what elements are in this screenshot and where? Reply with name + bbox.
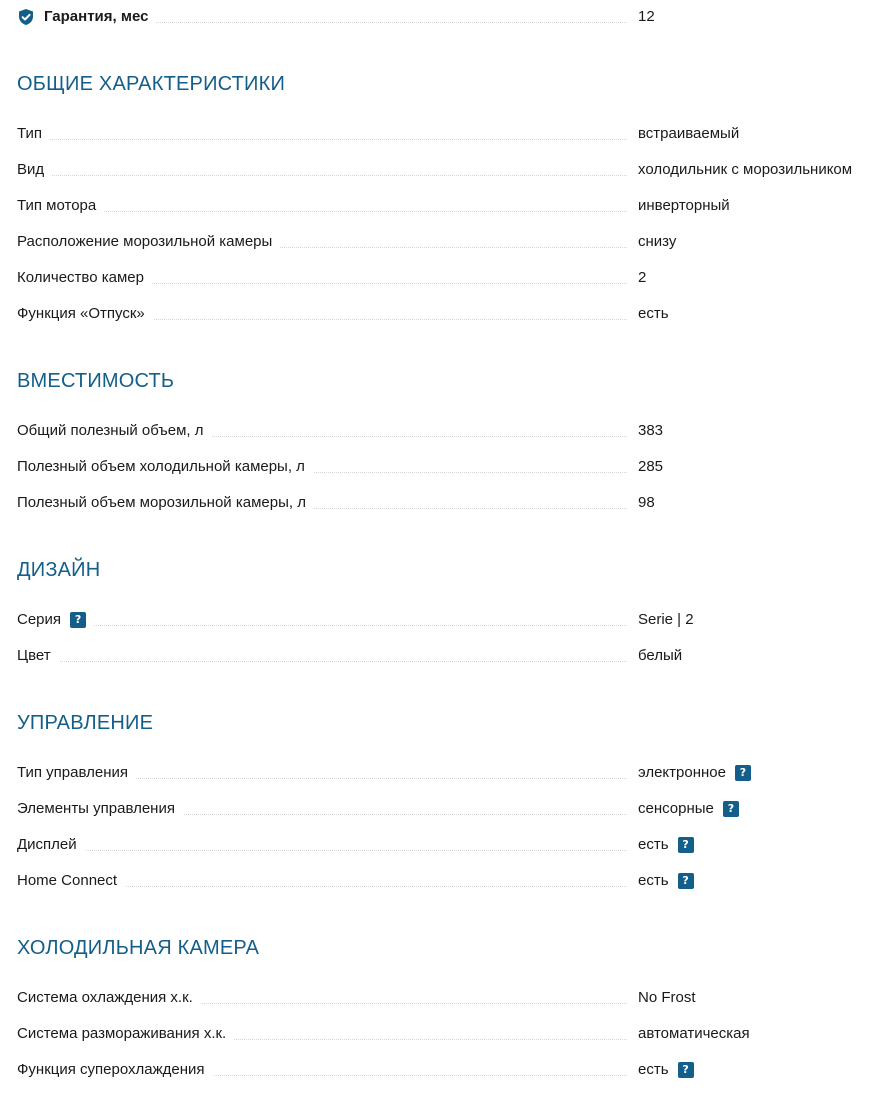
spec-row [17, 302, 877, 326]
spec-value-text: встраиваемый [638, 125, 740, 142]
spec-label [17, 491, 314, 515]
spec-value-text: есть [638, 1061, 669, 1078]
spec-value [638, 158, 852, 182]
spec-row [17, 122, 877, 146]
spec-value [638, 608, 694, 632]
spec-row [17, 419, 877, 443]
spec-value-text: 2 [638, 269, 647, 286]
spec-row [17, 797, 877, 821]
spec-label-text: Система размораживания х.к. [17, 1025, 227, 1042]
section-title-controls: УПРАВЛЕНИЕ [17, 712, 154, 734]
question-icon[interactable]: ? [735, 765, 751, 781]
spec-value [638, 986, 696, 1010]
warranty-value [638, 5, 655, 29]
spec-label [17, 608, 94, 632]
spec-row [17, 230, 877, 254]
spec-row [17, 455, 877, 479]
spec-label-text: Тип мотора [17, 197, 97, 214]
spec-label [17, 158, 52, 182]
spec-label-text: Home Connect [17, 872, 118, 889]
dotted-leader [17, 625, 627, 626]
spec-row [17, 266, 877, 290]
question-icon[interactable]: ? [723, 801, 739, 817]
spec-row [17, 833, 877, 857]
warranty-label-wrap [17, 5, 156, 29]
spec-label [17, 761, 136, 785]
spec-value-text: белый [638, 647, 683, 664]
spec-value-text: 383 [638, 422, 664, 439]
spec-label [17, 833, 85, 857]
section-title-fridge: ХОЛОДИЛЬНАЯ КАМЕРА [17, 937, 260, 959]
question-icon[interactable]: ? [678, 1062, 694, 1078]
spec-row [17, 869, 877, 893]
dotted-leader [17, 211, 627, 212]
spec-label [17, 455, 313, 479]
spec-label-text: Дисплей [17, 836, 77, 853]
spec-label [17, 302, 153, 326]
spec-label [17, 194, 104, 218]
spec-label [17, 122, 50, 146]
spec-value [638, 761, 751, 785]
spec-label [17, 797, 183, 821]
dotted-leader [17, 850, 627, 851]
dotted-leader [17, 139, 627, 140]
spec-value-text: электронное [638, 764, 726, 781]
spec-value [638, 230, 676, 254]
spec-value [638, 1022, 750, 1046]
spec-label [17, 230, 280, 254]
spec-value [638, 833, 694, 857]
spec-value-text: инверторный [638, 197, 730, 214]
spec-label-text: Цвет [17, 647, 51, 664]
question-icon[interactable]: ? [678, 837, 694, 853]
spec-row [17, 986, 877, 1010]
spec-label [17, 266, 152, 290]
warranty-label: Гарантия, мес [44, 8, 149, 25]
spec-row [17, 644, 877, 668]
spec-value-text: есть [638, 305, 669, 322]
spec-row [17, 761, 877, 785]
spec-value [638, 419, 663, 443]
shield-check-icon [17, 8, 35, 26]
spec-value [638, 491, 655, 515]
spec-value [638, 644, 682, 668]
spec-label [17, 1058, 213, 1082]
warranty-value-text: 12 [638, 8, 655, 25]
spec-label [17, 644, 59, 668]
spec-value [638, 797, 739, 821]
spec-value-text: 98 [638, 494, 655, 511]
spec-value-text: сенсорные [638, 800, 714, 817]
spec-label [17, 419, 211, 443]
spec-row [17, 491, 877, 515]
spec-row [17, 1022, 877, 1046]
spec-label-text: Вид [17, 161, 45, 178]
spec-label [17, 1022, 234, 1046]
section-title-design: ДИЗАЙН [17, 559, 101, 581]
spec-value [638, 122, 739, 146]
spec-label-text: Функция «Отпуск» [17, 305, 145, 322]
spec-value-text: снизу [638, 233, 677, 250]
spec-label-text: Количество камер [17, 269, 144, 286]
spec-label [17, 986, 201, 1010]
spec-label-text: Общий полезный объем, л [17, 422, 204, 439]
spec-label-text: Полезный объем холодильной камеры, л [17, 458, 305, 475]
spec-value-text: 285 [638, 458, 664, 475]
dotted-leader [17, 661, 627, 662]
spec-value-text: No Frost [638, 989, 696, 1006]
spec-value [638, 455, 663, 479]
spec-row [17, 608, 877, 632]
question-icon[interactable]: ? [678, 873, 694, 889]
spec-value [638, 302, 669, 326]
spec-label-text: Функция суперохлаждения [17, 1061, 205, 1078]
spec-label-text: Элементы управления [17, 800, 175, 817]
question-icon[interactable]: ? [70, 612, 86, 628]
spec-row [17, 1058, 877, 1082]
spec-label-text: Тип [17, 125, 43, 142]
spec-label [17, 869, 125, 893]
spec-value-text: есть [638, 836, 669, 853]
spec-value [638, 1058, 694, 1082]
spec-label-text: Полезный объем морозильной камеры, л [17, 494, 306, 511]
warranty-row [17, 5, 877, 29]
spec-value [638, 869, 694, 893]
spec-value [638, 194, 730, 218]
spec-value [638, 266, 646, 290]
section-title-general: ОБЩИЕ ХАРАКТЕРИСТИКИ [17, 73, 286, 95]
spec-label-text: Система охлаждения х.к. [17, 989, 193, 1006]
spec-row [17, 194, 877, 218]
spec-value-text: Serie | 2 [638, 611, 694, 628]
section-title-capacity: ВМЕСТИМОСТЬ [17, 370, 175, 392]
spec-value-text: холодильник с морозильником [638, 161, 853, 178]
spec-label-text: Тип управления [17, 764, 128, 781]
spec-value-text: есть [638, 872, 669, 889]
spec-label-text: Серия [17, 611, 62, 628]
spec-label-text: Расположение морозильной камеры [17, 233, 273, 250]
dotted-leader [17, 175, 627, 176]
spec-row [17, 158, 877, 182]
spec-value-text: автоматическая [638, 1025, 750, 1042]
